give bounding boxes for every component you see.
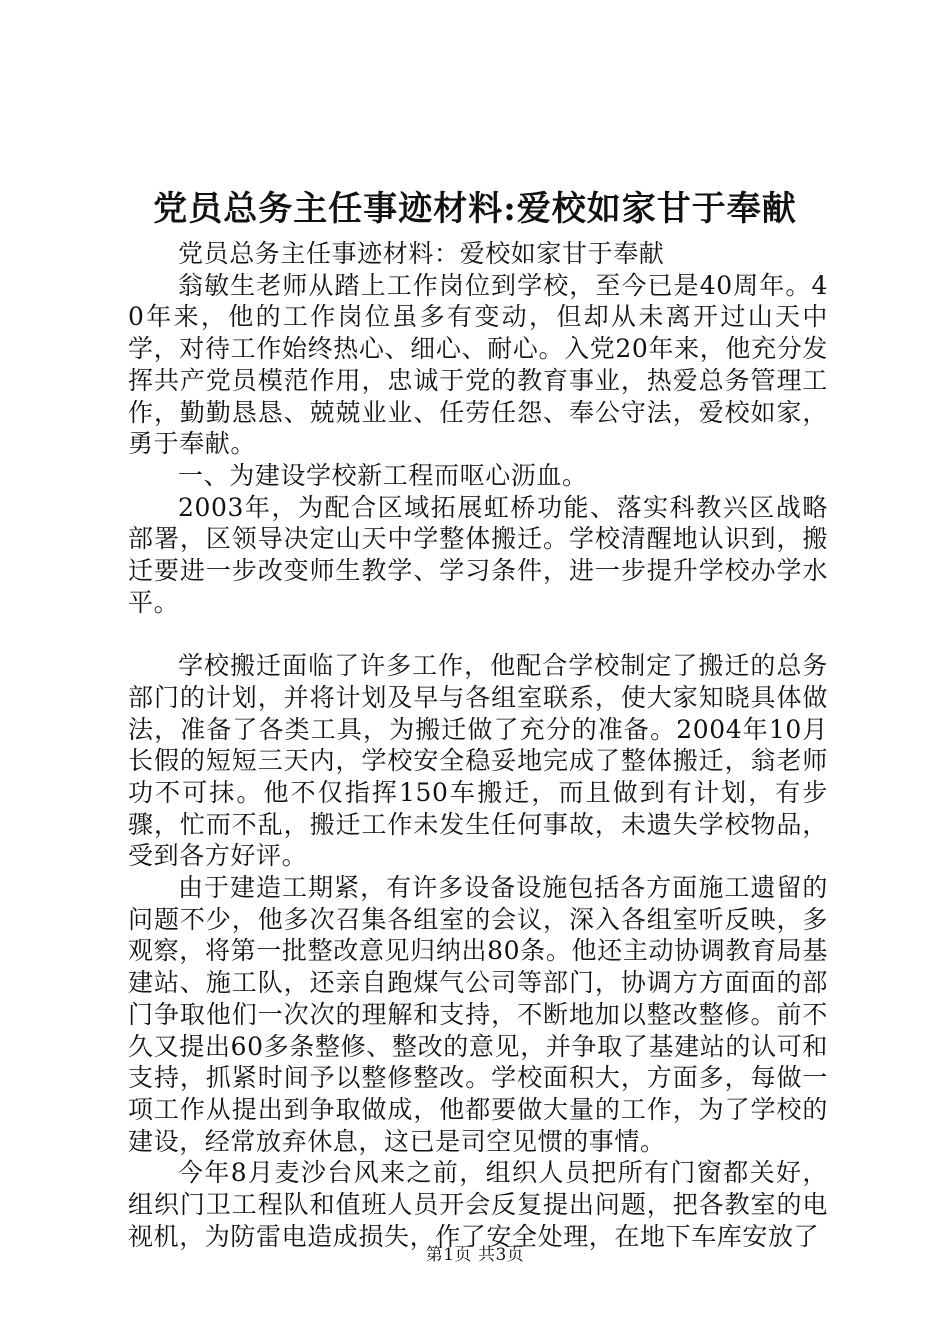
paragraph-spacer: [128, 618, 828, 650]
paragraph-intro: 翁敏生老师从踏上工作岗位到学校，至今已是40周年。40年来，他的工作岗位虽多有变动，但却从未离开过山天中学，对待工作始终热心、细心、耐心。入党20年来，他充分发挥共产党员模范作用，忠诚于党的教育事业，热爱总务管理工作，勤勤恳恳、兢兢业业、任劳任怨、奉公守法，爱校如家，勇于奉献。: [128, 270, 828, 459]
paragraph-typhoon: 今年8月麦沙台风来之前，组织人员把所有门窗都关好，组织门卫工程队和值班人员开会反复提出问题，把各教室的电视机，为防雷电造成损失，作了安全处理，在地下车库安放了: [128, 1158, 828, 1251]
document-title: 党员总务主任事迹材料:爱校如家甘于奉献: [153, 189, 797, 229]
page-number-footer: 第1页 共3页: [425, 1245, 525, 1265]
paragraph-relocation-background: 2003年，为配合区域拓展虹桥功能、落实科教兴区战略部署，区领导决定山天中学整体搬迁。学校清醒地认识到，搬迁要进一步改变师生教学、学习条件，进一步提升学校办学水平。: [128, 492, 828, 617]
paragraph-subtitle: 党员总务主任事迹材料：爱校如家甘于奉献: [178, 239, 665, 268]
paragraph-relocation-work: 学校搬迁面临了许多工作，他配合学校制定了搬迁的总务部门的计划，并将计划及早与各组室联系，使大家知晓具体做法，准备了各类工具，为搬迁做了充分的准备。2004年10月长假的短短三天内，学校安全稳妥地完成了整体搬迁，翁老师功不可抹。他不仅指挥150车搬迁，而且做到有计划，有步骤，忙而不乱，搬迁工作未发生任何事故，未遗失学校物品，受到各方好评。: [128, 651, 828, 871]
paragraph-rectification: 由于建造工期紧，有许多设备设施包括各方面施工遗留的问题不少，他多次召集各组室的会议，深入各组室听反映，多观察，将第一批整改意见归纳出80条。他还主动协调教育局基建站、施工队，还亲自跑煤气公司等部门，协调方方面面的部门争取他们一次次的理解和支持，不断地加以整改整修。前不久又提出60多条整修、整改的意见，并争取了基建站的认可和支持，抓紧时间予以整修整改。学校面积大，方面多，每做一项工作从提出到争取做成，他都要做大量的工作，为了学校的建设，经常放弃休息，这已是司空见惯的事情。: [128, 873, 828, 1156]
document-body: [128, 238, 828, 1252]
section-heading-1: 一、为建设学校新工程而呕心沥血。: [178, 460, 588, 490]
